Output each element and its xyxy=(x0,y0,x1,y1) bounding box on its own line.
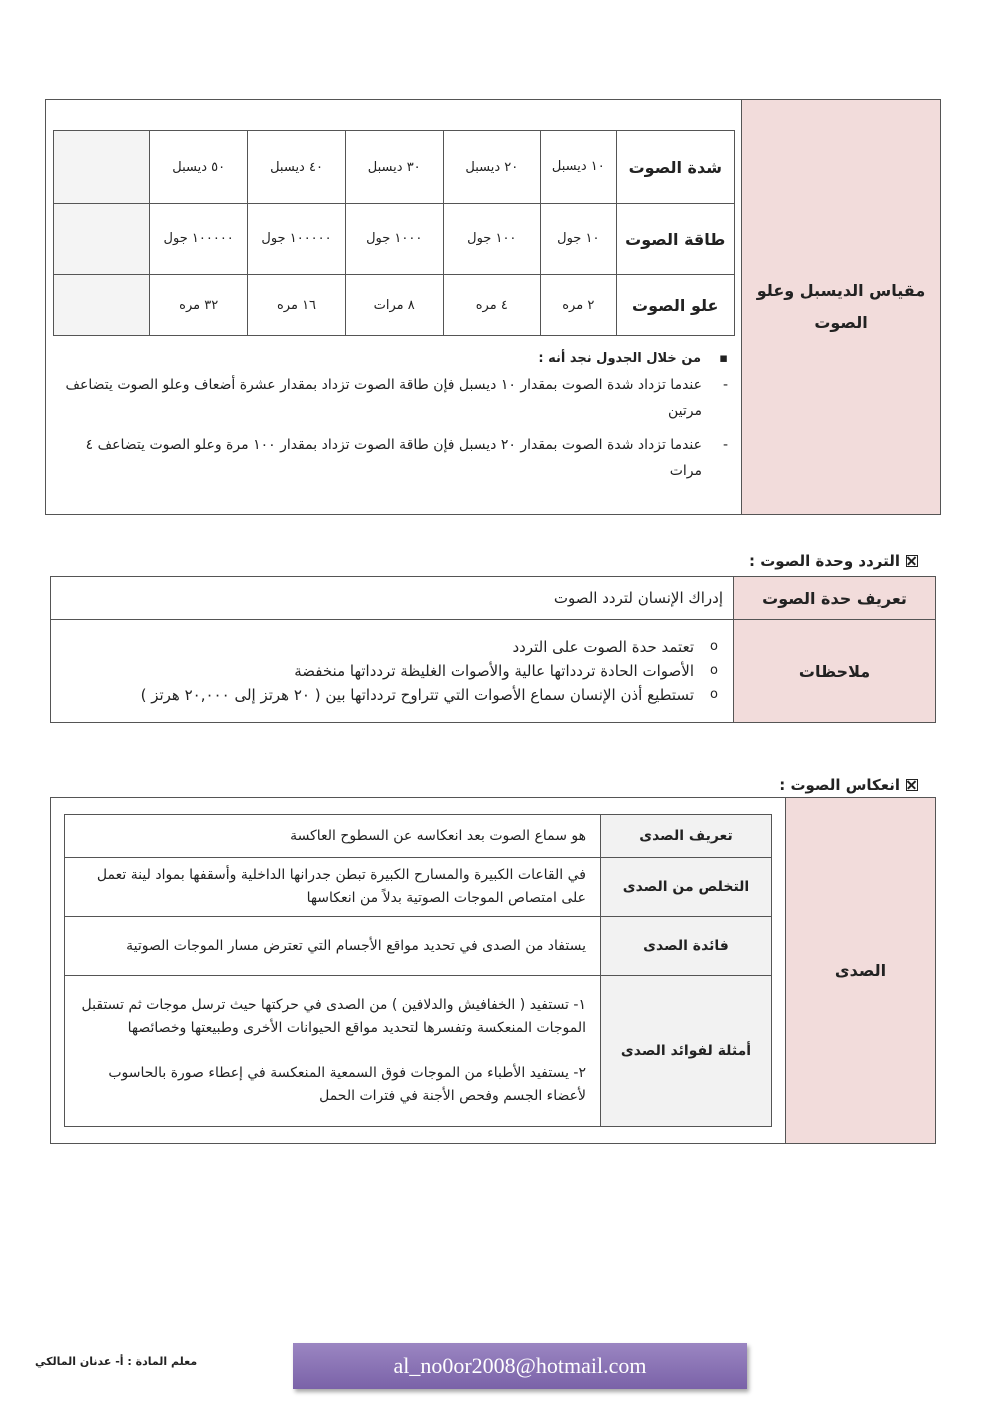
decibel-table xyxy=(53,130,735,336)
table-cell: ٥٠ ديسبل xyxy=(150,131,248,204)
empty-cell xyxy=(54,275,150,336)
table-cell: ١٦ مره xyxy=(248,275,346,336)
table-row xyxy=(54,204,735,275)
table-cell: ١٠٠٠٠٠ جول xyxy=(150,204,248,275)
teacher-name: معلم المادة : أ- عدنان المالكي xyxy=(35,1355,198,1368)
list-item xyxy=(58,432,728,484)
echo-benefit-label: فائدة الصدى xyxy=(601,917,772,976)
table-cell: ٣٠ ديسبل xyxy=(345,131,443,204)
table-cell: ٢٠ ديسبل xyxy=(443,131,541,204)
table-cell: ٨ مرات xyxy=(345,275,443,336)
empty-cell xyxy=(54,204,150,275)
note-text: عندما تزداد شدة الصوت بمقدار ٢٠ ديسبل فإن طاقة الصوت تزداد بمقدار ١٠٠ مرة وعلو الصوت يتضاعف ٤ مرات xyxy=(85,437,702,479)
echo-removal-value: في القاعات الكبيرة والمسارح الكبيرة تبطن جدرانها الداخلية وأسقفها بمواد لينة تعمل على امتصاص الموجات الصوتية بدلاً من انعكاسها xyxy=(65,858,601,917)
table-row xyxy=(51,620,936,723)
table-row xyxy=(65,858,772,917)
email-banner[interactable] xyxy=(293,1343,747,1389)
echo-table xyxy=(64,814,772,1127)
notes-title-line xyxy=(58,346,728,372)
echo-examples-label: أمثلة لفوائد الصدى xyxy=(601,976,772,1127)
empty-cell xyxy=(54,131,150,204)
table-cell: ٢ مره xyxy=(541,275,616,336)
note-text: عندما تزداد شدة الصوت بمقدار ١٠ ديسبل فإن طاقة الصوت تزداد بمقدار عشرة أضعاف وعلو الصوت يتضاعف مرتين xyxy=(65,377,702,419)
echo-section xyxy=(50,797,936,1144)
list-item xyxy=(58,372,728,424)
frequency-heading-text: التردد وحدة الصوت : xyxy=(749,552,900,570)
definition-value: إدراك الإنسان لتردد الصوت xyxy=(51,577,734,620)
table-cell: ٣٢ مره xyxy=(150,275,248,336)
list-item: ١- تستفيد ( الخفافيش والدلافين ) من الصدى في حركتها حيث ترسل موجات ثم تستقبل الموجات المنعكسة وتفسرها لتحديد مواقع الحيوانات الأخرى وطبيعتها وخصائصها xyxy=(81,997,586,1036)
reflection-section-heading xyxy=(779,776,918,794)
table-row xyxy=(54,275,735,336)
email-text[interactable]: al_no0or2008@hotmail.com xyxy=(393,1353,647,1378)
row-header-loudness: علو الصوت xyxy=(616,275,734,336)
table-row xyxy=(65,815,772,858)
table-cell: ١٠ جول xyxy=(541,204,616,275)
row-header-energy: طاقة الصوت xyxy=(616,204,734,275)
frequency-table xyxy=(50,576,936,723)
echo-removal-label: التخلص من الصدى xyxy=(601,858,772,917)
list-item: o الأصوات الحادة تردداتها عالية والأصوات الغليظة تردداتها منخفضة xyxy=(52,659,718,683)
dash-icon: - xyxy=(722,377,728,393)
table-row xyxy=(65,917,772,976)
echo-section-label: الصدى xyxy=(785,798,935,1143)
echo-definition-value: هو سماع الصوت بعد انعكاسه عن السطوح العاكسة xyxy=(65,815,601,858)
echo-benefit-value: يستفاد من الصدى في تحديد مواقع الأجسام التي تعترض مسار الموجات الصوتية xyxy=(65,917,601,976)
table-cell: ١٠٠٠٠٠ جول xyxy=(248,204,346,275)
table-row xyxy=(54,131,735,204)
decibel-section xyxy=(45,99,941,515)
table-cell: ١٠٠٠ جول xyxy=(345,204,443,275)
notes-cell xyxy=(51,620,734,723)
decibel-notes xyxy=(58,346,728,484)
reflection-heading-text: انعكاس الصوت : xyxy=(779,776,900,794)
list-item: ٢- يستفيد الأطباء من الموجات فوق السمعية المنعكسة في إعطاء صورة بالحاسوب لأعضاء الجسم وفحص الأجنة في فترات الحمل xyxy=(108,1065,586,1104)
table-cell: ٤٠ ديسبل xyxy=(248,131,346,204)
list-item: o تعتمد حدة الصوت على التردد xyxy=(52,635,718,659)
table-cell: ١٠٠ جول xyxy=(443,204,541,275)
dash-icon: - xyxy=(722,437,728,453)
list-item: o تستطيع أذن الإنسان سماع الأصوات التي تتراوح تردداتها بين ( ٢٠ هرتز إلى ٢٠,٠٠٠ هرتز ) xyxy=(52,683,718,707)
table-row xyxy=(65,976,772,1127)
checkbox-x-icon xyxy=(906,779,918,791)
echo-definition-label: تعريف الصدى xyxy=(601,815,772,858)
definition-label: تعريف حدة الصوت xyxy=(734,577,936,620)
row-header-intensity: شدة الصوت xyxy=(616,131,734,204)
notes-label: ملاحظات xyxy=(734,620,936,723)
decibel-section-label: مقياس الديسبل وعلو الصوت xyxy=(741,100,940,514)
table-cell: ١٠ ديسبل xyxy=(541,131,616,204)
table-cell: ٤ مره xyxy=(443,275,541,336)
echo-examples-value xyxy=(65,976,601,1127)
table-row xyxy=(51,577,936,620)
notes-title: من خلال الجدول نجد أنه : xyxy=(538,351,702,366)
frequency-section-heading xyxy=(749,552,918,570)
square-bullet-icon: ▪ xyxy=(719,351,728,366)
checkbox-x-icon xyxy=(906,555,918,567)
